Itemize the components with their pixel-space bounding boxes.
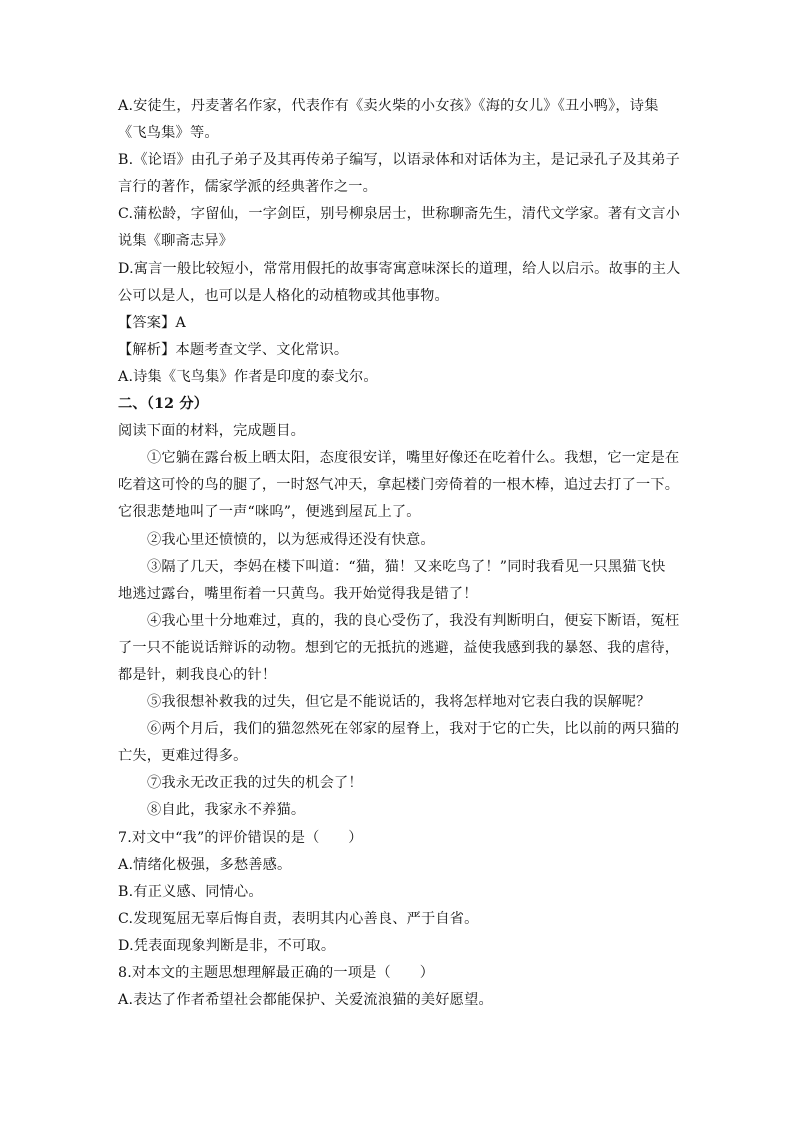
text-line: A.表达了作者希望社会都能保护、关爱流浪猫的美好愿望。 [118, 992, 493, 1009]
text-line: 都是针，刺我良心的针！ [118, 666, 277, 683]
text-line: 亡失，更难过得多。 [118, 748, 248, 765]
text-line: 公可以是人，也可以是人格化的动植物或其他事物。 [118, 287, 449, 304]
text-line: C.发现冤屈无辜后悔自责，表明其内心善良、严于自省。 [118, 910, 479, 927]
text-line: 7.对文中“我”的评价错误的是（ ） [118, 829, 363, 846]
text-line: D.凭表面现象判断是非，不可取。 [118, 937, 336, 954]
text-line: 了一只不能说话辩诉的动物。想到它的无抵抗的逃避，益使我感到我的暴怒、我的虐待， [118, 639, 680, 656]
text-line: 吃着这可怜的鸟的腿了，一时怒气冲天，拿起楼门旁倚着的一根木棒，追过去打了一下。 [118, 477, 680, 494]
text-line: ⑦我永无改正我的过失的机会了！ [147, 775, 363, 792]
text-line: ⑤我很想补救我的过失，但它是不能说话的，我将怎样地对它表白我的误解呢？ [147, 694, 651, 711]
text-line: ⑥两个月后，我们的猫忽然死在邻家的屋脊上，我对于它的亡失，比以前的两只猫的 [147, 721, 680, 738]
text-line: 言行的著作，儒家学派的经典著作之一。 [118, 179, 377, 196]
text-line: ③隔了几天，李妈在楼下叫道：“猫，猫！又来吃鸟了！”同时我看见一只黑猫飞快 [147, 558, 666, 575]
text-line: A.情绪化极强，多愁善感。 [118, 856, 292, 873]
text-line: ⑧自此，我家永不养猫。 [147, 802, 306, 819]
text-line: 它很悲楚地叫了一声“咪呜”，便逃到屋瓦上了。 [118, 504, 421, 521]
text-line: 8.对本文的主题思想理解最正确的一项是（ ） [118, 965, 435, 981]
text-line: 说集《聊斋志异》 [118, 233, 234, 250]
text-line: B.有正义感、同情心。 [118, 883, 263, 900]
text-line: ①它躺在露台板上晒太阳，态度很安详，嘴里好像还在吃着什么。我想，它一定是在 [147, 450, 680, 467]
text-line: 地逃过露台，嘴里衔着一只黄鸟。我开始觉得我是错了！ [118, 585, 478, 602]
text-line: A.诗集《飞鸟集》作者是印度的泰戈尔。 [118, 368, 378, 385]
document-page [118, 93, 681, 1014]
text-line: 《飞鸟集》等。 [118, 125, 219, 142]
text-line: 二、（12 分） [118, 396, 209, 413]
text-line: 【答案】A [118, 314, 186, 331]
text-line: 阅读下面的材料，完成题目。 [118, 423, 306, 440]
text-line: ②我心里还愤愤的，以为惩戒得还没有快意。 [147, 531, 435, 548]
text-line: D.寓言一般比较短小，常常用假托的故事寄寓意味深长的道理，给人以启示。故事的主人 [118, 260, 681, 277]
text-line: B.《论语》由孔子弟子及其再传弟子编写，以语录体和对话体为主，是记录孔子及其弟子 [118, 152, 681, 169]
text-line: C.蒲松龄，字留仙，一字剑臣，别号柳泉居士，世称聊斋先生，清代文学家。著有文言小 [118, 206, 680, 223]
text-line: A.安徒生，丹麦著名作家，代表作有《卖火柴的小女孩》《海的女儿》《丑小鸭》，诗集 [118, 98, 659, 114]
text-line: 【解析】本题考查文学、文化常识。 [118, 341, 349, 358]
text-line: ④我心里十分地难过，真的，我的良心受伤了，我没有判断明白，便妄下断语，冤枉 [147, 612, 680, 629]
